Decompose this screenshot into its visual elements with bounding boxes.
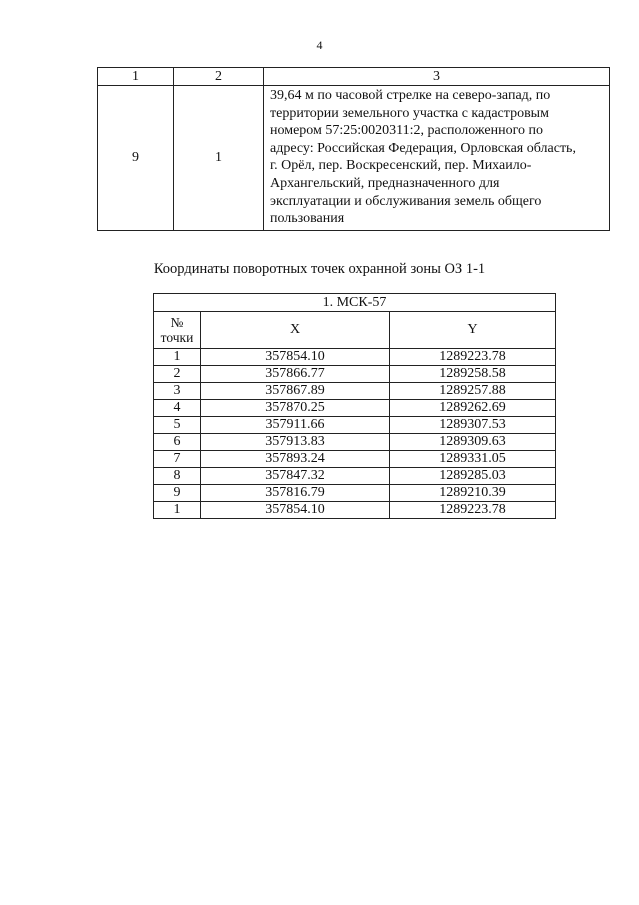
table-row (154, 417, 556, 434)
table-row (98, 86, 610, 231)
y-cell: 1289262.69 (390, 400, 556, 417)
point-number-cell: 5 (154, 417, 201, 434)
point-number-cell: 2 (154, 366, 201, 383)
point-number-cell: 3 (154, 383, 201, 400)
x-cell: 357866.77 (201, 366, 390, 383)
y-header: Y (390, 312, 556, 349)
x-cell: 357911.66 (201, 417, 390, 434)
column-header-2: 2 (174, 68, 264, 86)
column-header-3: 3 (264, 68, 610, 86)
table-row (154, 400, 556, 417)
y-cell: 1289257.88 (390, 383, 556, 400)
column-header-1: 1 (98, 68, 174, 86)
table-row (154, 485, 556, 502)
y-cell: 1289223.78 (390, 502, 556, 519)
point-number-cell: 1 (154, 349, 201, 366)
y-cell: 1289285.03 (390, 468, 556, 485)
table-header-row (154, 312, 556, 349)
point-number-cell: 9 (154, 485, 201, 502)
table-row (154, 434, 556, 451)
point-number-header-line2: точки (160, 330, 194, 345)
description-line: 39,64 м по часовой стрелке на северо-запад, по (270, 88, 551, 103)
row-description (264, 86, 610, 231)
y-cell: 1289223.78 (390, 349, 556, 366)
row-col2: 1 (174, 86, 264, 231)
table-row (154, 349, 556, 366)
point-number-cell: 8 (154, 468, 201, 485)
x-header: X (201, 312, 390, 349)
table-row (154, 383, 556, 400)
y-cell: 1289258.58 (390, 366, 556, 383)
description-line: номером 57:25:0020311:2, расположенного по (270, 123, 543, 139)
page-number: 4 (316, 38, 323, 52)
y-cell: 1289309.63 (390, 434, 556, 451)
system-row (154, 294, 556, 312)
x-cell: 357870.25 (201, 400, 390, 417)
table-row (154, 502, 556, 519)
x-cell: 357816.79 (201, 485, 390, 502)
table-header-row (98, 68, 610, 86)
description-table (97, 67, 610, 231)
description-line: адресу: Российская Федерация, Орловская область, (270, 140, 576, 156)
point-number-cell: 6 (154, 434, 201, 451)
x-cell: 357913.83 (201, 434, 390, 451)
point-number-cell: 7 (154, 451, 201, 468)
coordinates-caption: Координаты поворотных точек охранной зоны ОЗ 1-1 (153, 261, 486, 277)
description-line: эксплуатации и обслуживания земель общего (270, 193, 542, 209)
coordinates-table (153, 293, 556, 519)
x-cell: 357854.10 (201, 349, 390, 366)
description-line: территории земельного участка с кадастровым (270, 105, 549, 121)
description-line: Архангельский, предназначенного для (270, 175, 500, 191)
x-cell: 357867.89 (201, 383, 390, 400)
y-cell: 1289331.05 (390, 451, 556, 468)
x-cell: 357847.32 (201, 468, 390, 485)
coordinate-system: 1. МСК-57 (154, 294, 556, 312)
point-number-header-line1: № (170, 315, 184, 330)
coordinate-rows (154, 349, 556, 519)
x-cell: 357854.10 (201, 502, 390, 519)
point-number-cell: 4 (154, 400, 201, 417)
x-cell: 357893.24 (201, 451, 390, 468)
table-row (154, 366, 556, 383)
table-row (154, 451, 556, 468)
point-number-header (154, 312, 201, 349)
row-col1: 9 (98, 86, 174, 231)
table-row (154, 468, 556, 485)
y-cell: 1289307.53 (390, 417, 556, 434)
description-line: г. Орёл, пер. Воскресенский, пер. Михаило- (270, 158, 532, 174)
y-cell: 1289210.39 (390, 485, 556, 502)
description-line: пользования (270, 211, 345, 227)
point-number-cell: 1 (154, 502, 201, 519)
